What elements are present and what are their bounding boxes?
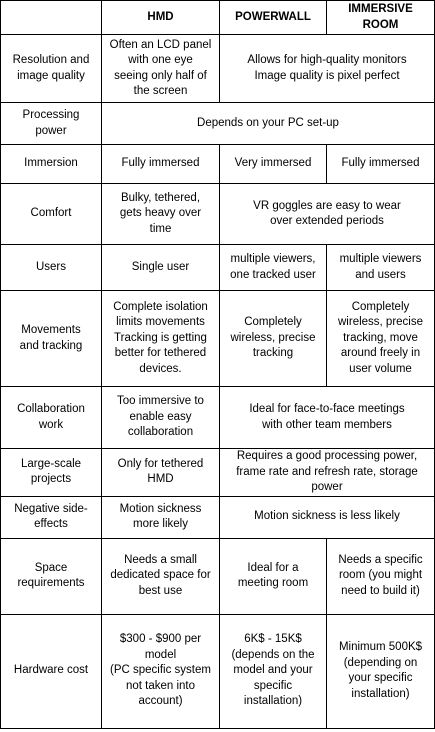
row-label: Negative side- effects [1, 496, 102, 538]
cell-room: multiple viewers and users [327, 245, 435, 291]
row-negative [1, 496, 435, 538]
row-space [1, 538, 435, 614]
row-label: Processing power [1, 103, 102, 145]
row-label: Hardware cost [1, 614, 102, 728]
header-row [1, 1, 435, 35]
cell-powerwall-room: Ideal for face-to-face meetings with other team members [220, 387, 435, 449]
cell-hmd: Needs a small dedicated space for best use [102, 538, 220, 614]
row-collaboration [1, 387, 435, 449]
header-hmd: HMD [102, 1, 220, 35]
cell-room: Needs a specific room (you might need to build it) [327, 538, 435, 614]
cell-powerwall-room: Requires a good processing power, frame rate and refresh rate, storage power [220, 449, 435, 497]
row-label: Comfort [1, 184, 102, 245]
row-label: Resolution and image quality [1, 35, 102, 103]
cell-hmd: Often an LCD panel with one eye seeing only half of the screen [102, 35, 220, 103]
cell-powerwall: Completely wireless, precise tracking [220, 291, 327, 387]
cell-hmd: Only for tethered HMD [102, 449, 220, 497]
cell-powerwall: 6K$ - 15K$ (depends on the model and your specific installation) [220, 614, 327, 728]
header-empty-cell [1, 1, 102, 35]
cell-room: Completely wireless, precise tracking, move around freely in user volume [327, 291, 435, 387]
row-resolution [1, 35, 435, 103]
cell-room: Minimum 500K$ (depending on your specific installation) [327, 614, 435, 728]
header-immersive-room: IMMERSIVE ROOM [327, 1, 435, 35]
cell-hmd: Complete isolation limits movements Tracking is getting better for tethered devices. [102, 291, 220, 387]
row-hardware [1, 614, 435, 728]
cell-hmd: $300 - $900 per model (PC specific system not taken into account) [102, 614, 220, 728]
cell-hmd: Too immersive to enable easy collaboration [102, 387, 220, 449]
cell-hmd: Fully immersed [102, 145, 220, 184]
cell-powerwall: Ideal for a meeting room [220, 538, 327, 614]
row-label: Immersion [1, 145, 102, 184]
row-processing [1, 103, 435, 145]
cell-powerwall: multiple viewers, one tracked user [220, 245, 327, 291]
header-powerwall: POWERWALL [220, 1, 327, 35]
row-label: Collaboration work [1, 387, 102, 449]
cell-powerwall-room: VR goggles are easy to wear over extended periods [220, 184, 435, 245]
row-label: Large-scale projects [1, 449, 102, 497]
cell-hmd: Motion sickness more likely [102, 496, 220, 538]
cell-powerwall-room: Allows for high-quality monitors Image quality is pixel perfect [220, 35, 435, 103]
row-label: Users [1, 245, 102, 291]
row-comfort [1, 184, 435, 245]
row-label: Space requirements [1, 538, 102, 614]
row-users [1, 245, 435, 291]
cell-powerwall: Very immersed [220, 145, 327, 184]
cell-hmd: Single user [102, 245, 220, 291]
row-immersion [1, 145, 435, 184]
cell-hmd: Bulky, tethered, gets heavy over time [102, 184, 220, 245]
row-label: Movements and tracking [1, 291, 102, 387]
row-movements [1, 291, 435, 387]
cell-all: Depends on your PC set-up [102, 103, 435, 145]
row-largescale [1, 449, 435, 497]
cell-room: Fully immersed [327, 145, 435, 184]
cell-powerwall-room: Motion sickness is less likely [220, 496, 435, 538]
